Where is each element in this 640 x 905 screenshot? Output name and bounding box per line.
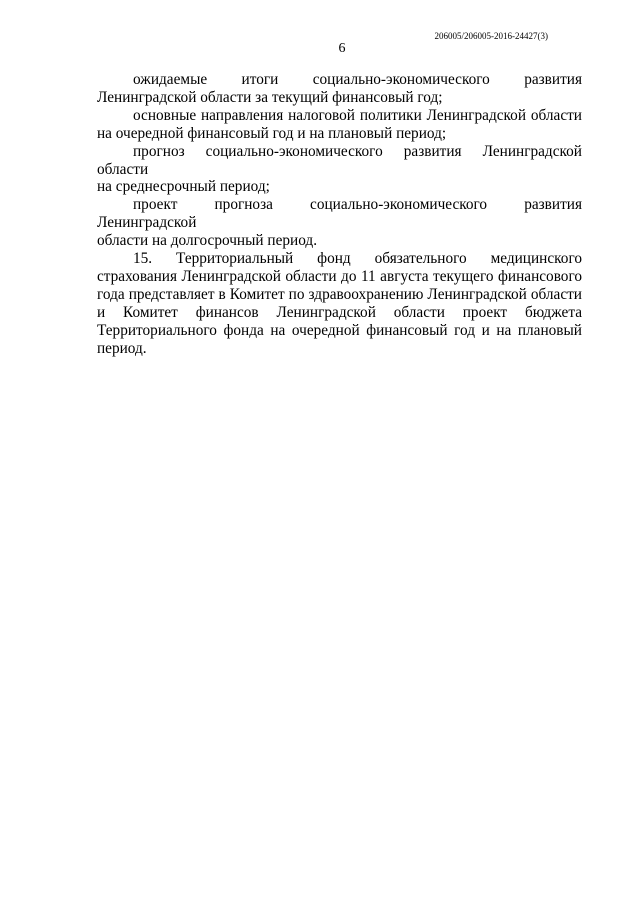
document-code: 206005/206005-2016-24427(3) [434, 31, 548, 41]
paragraph-midterm-forecast-line2: на среднесрочный период; [97, 178, 270, 196]
paragraph-tax-policy-line2: на очередной финансовый год и на плановый период; [97, 124, 447, 142]
paragraph-tax-policy-line1: основные направления налоговой политики Ленинградской области [133, 106, 582, 124]
paragraph-longterm-forecast-line2: области на долгосрочный период. [97, 232, 318, 250]
document-body [97, 71, 582, 358]
paragraph-item-15: 15. Территориальный фонд обязательного медицинского страхования Ленинградской области до 11 августа текущего финансового года представляет в Комитет по здравоохранению Ленинградской области и Комитет финансов Ленинградской области проект бюджета Территориального фонда на очередной финансовый год и на плановый период. [97, 250, 582, 357]
paragraph-expected-results-line2: Ленинградской области за текущий финансовый год; [97, 88, 443, 106]
paragraph-expected-results-line1: ожидаемые итоги социально-экономического развития [133, 71, 582, 88]
paragraph-longterm-forecast-line1: проект прогноза социально-экономического развития Ленинградской [97, 196, 582, 232]
paragraph-midterm-forecast-line1: прогноз социально-экономического развития Ленинградской области [97, 142, 582, 178]
page-number: 6 [338, 41, 346, 56]
